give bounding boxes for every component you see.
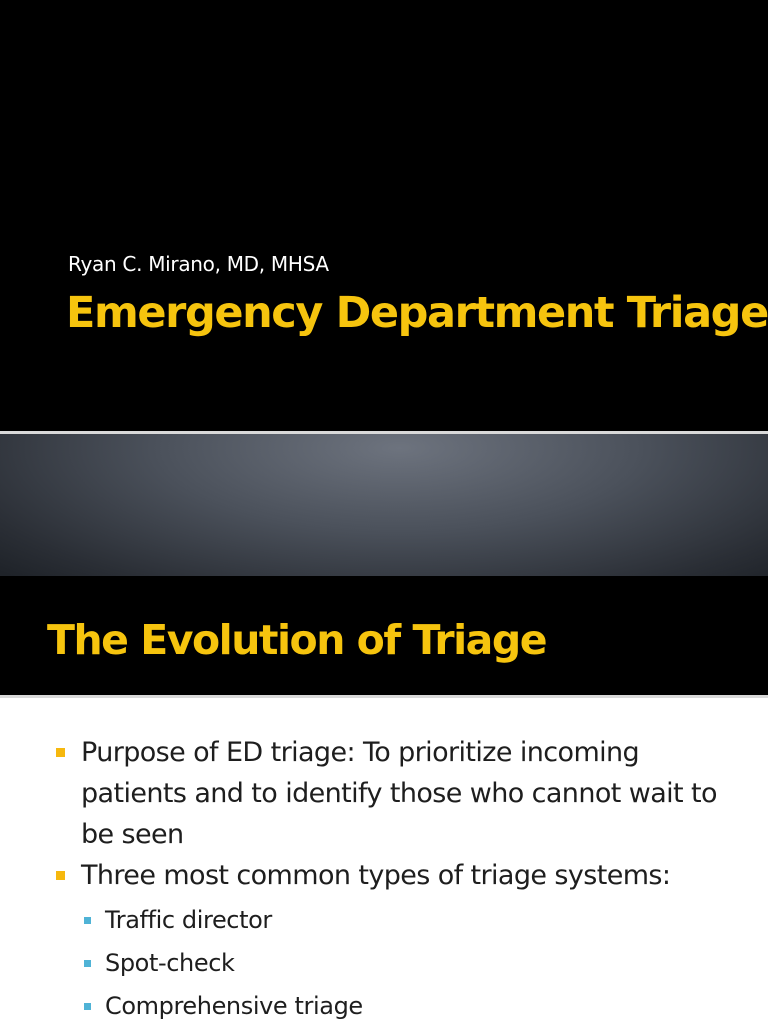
sub-bullet-text: Traffic director [105,906,272,934]
bullet-text: Three most common types of triage systems: [81,860,671,891]
square-subbullet-icon [84,1003,91,1010]
sub-bullet-text: Comprehensive triage [105,992,363,1020]
slide-title: The Evolution of Triage [47,616,547,664]
bullet-text: Purpose of ED triage: To prioritize incoming patients and to identify those who cannot wait to be seen [81,737,717,850]
square-bullet-icon [56,748,65,757]
title-bar [0,576,768,695]
content-slide [0,434,768,1024]
header-gradient-band [0,434,768,576]
author-name: Ryan C. Mirano, MD, MHSA [68,252,329,276]
sub-bullet-text: Spot-check [105,949,235,977]
title-slide [0,0,768,432]
square-bullet-icon [56,871,65,880]
square-subbullet-icon [84,917,91,924]
slide-body [0,698,768,1024]
square-subbullet-icon [84,960,91,967]
slide-title: Emergency Department Triage [66,288,768,338]
